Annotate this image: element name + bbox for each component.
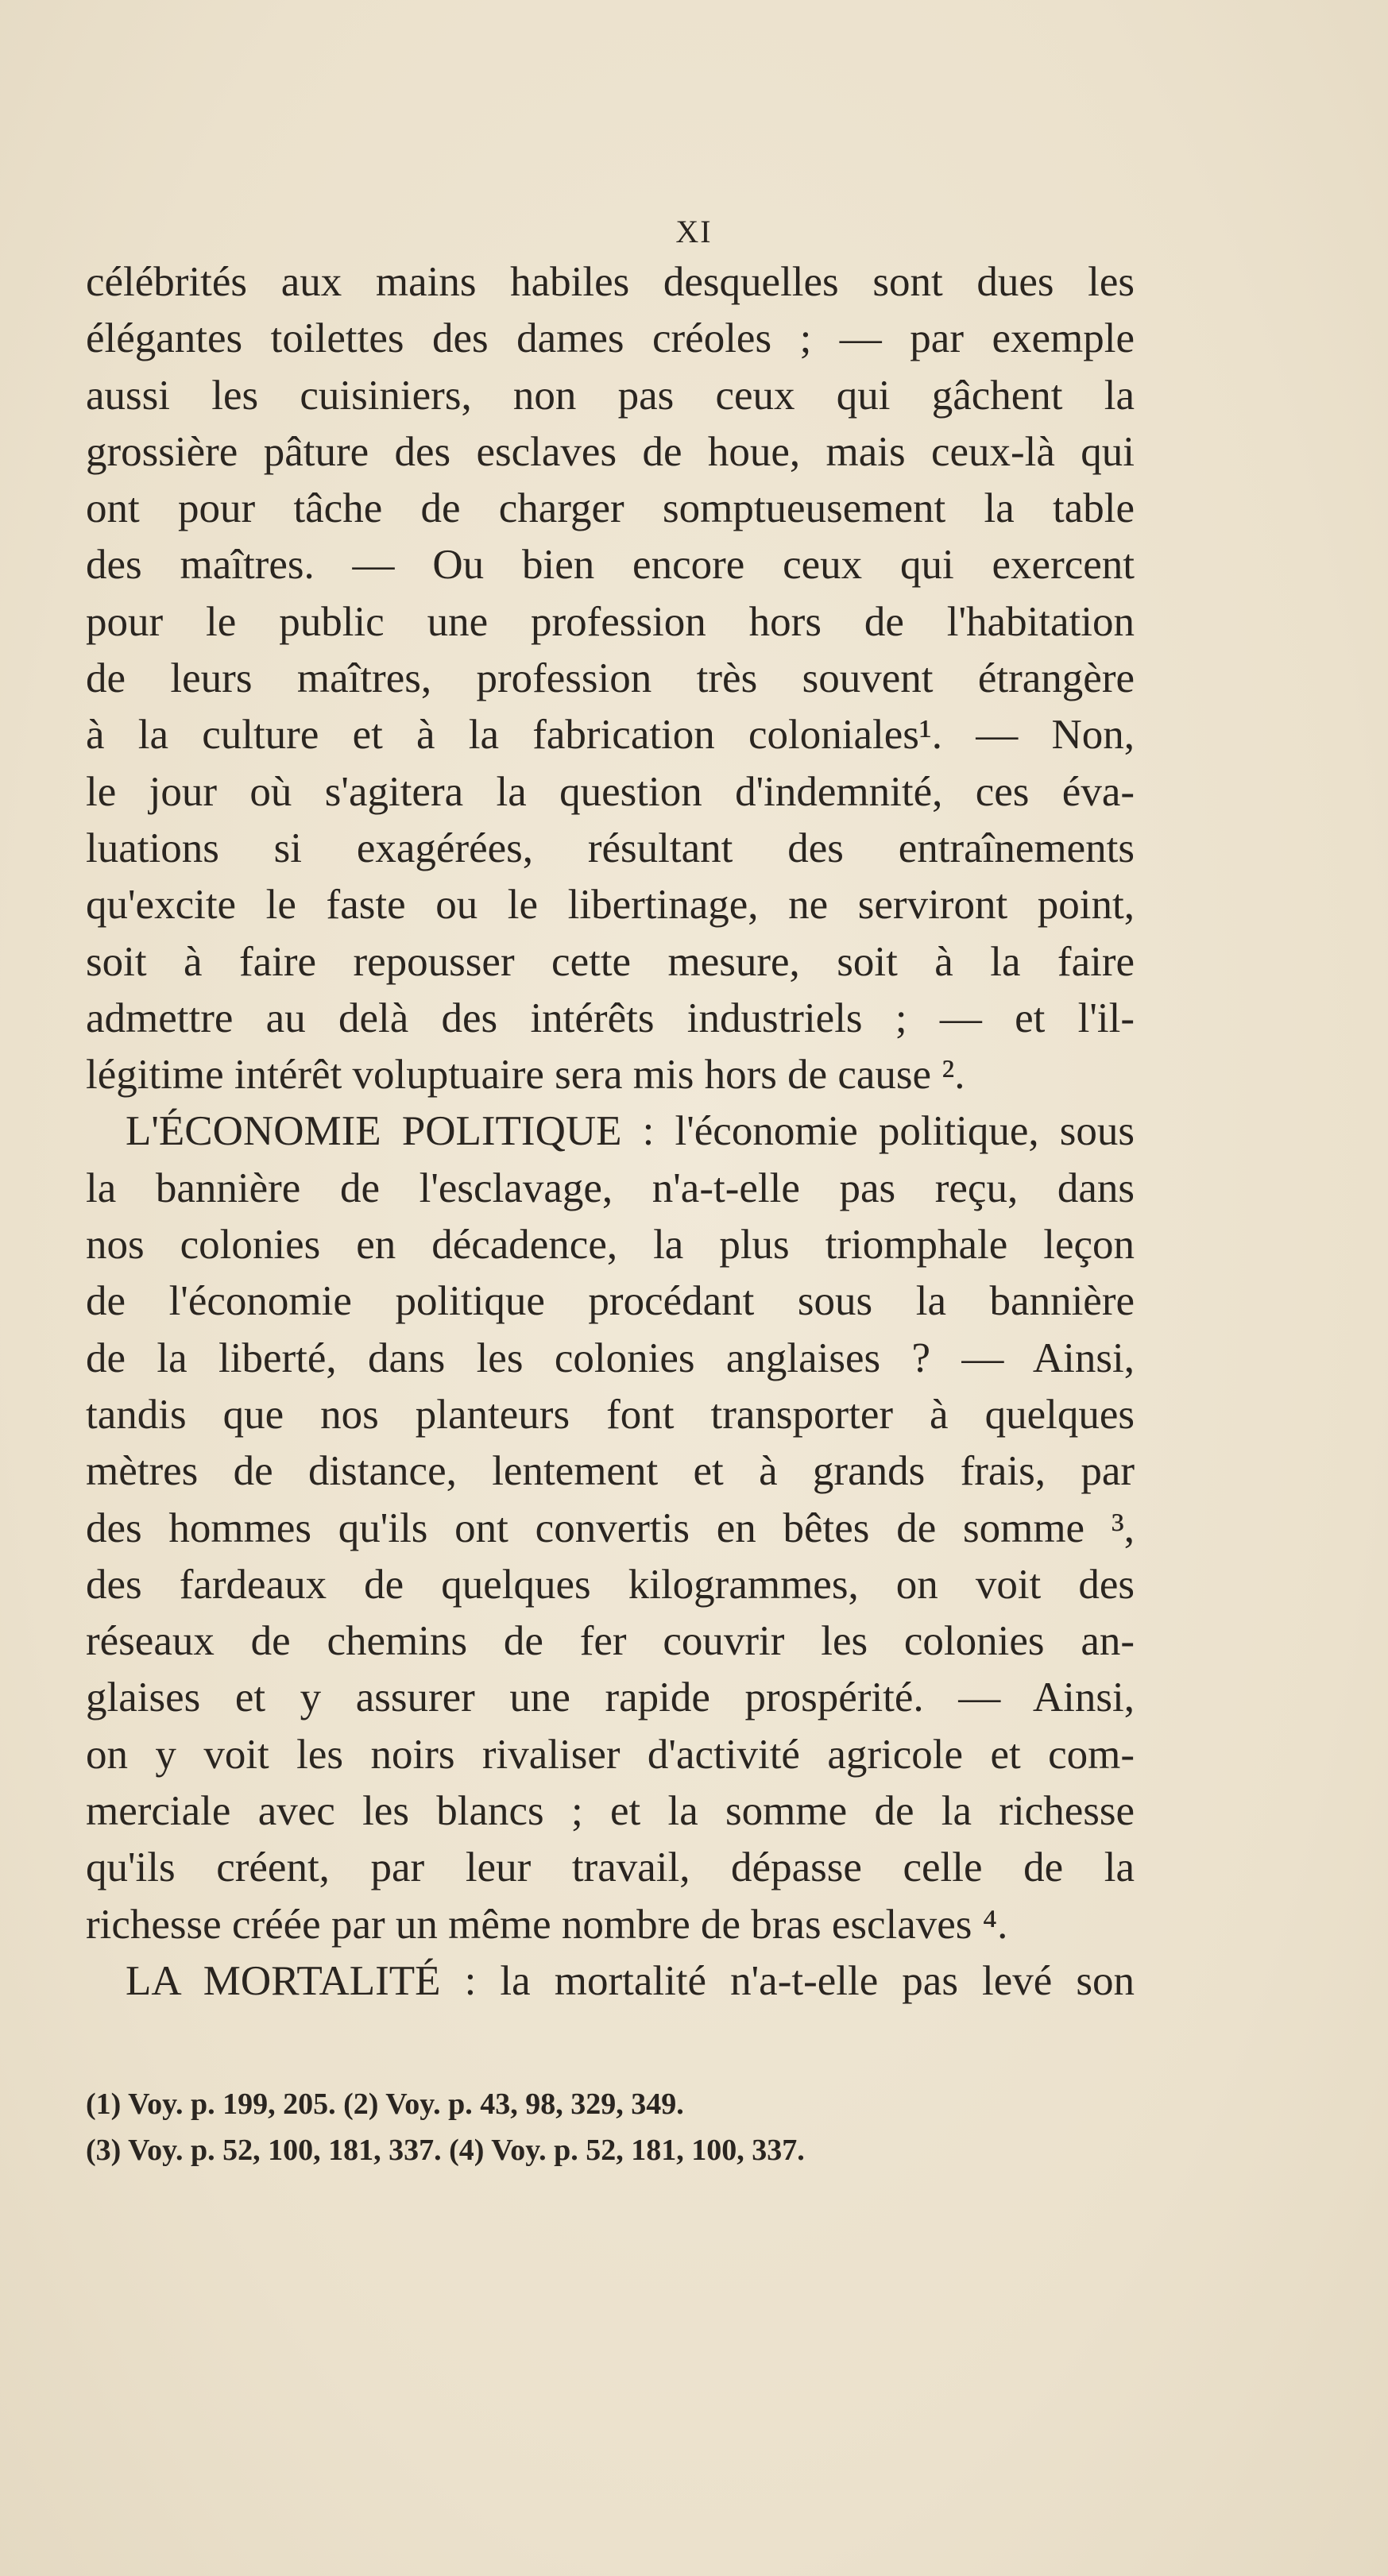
section-heading-line: L'ÉCONOMIE POLITIQUE : l'économie politique, sous xyxy=(126,1108,1135,1155)
text-line: admettre au delà des intérêts industriels ; — et l'il- xyxy=(86,994,1135,1041)
text-line: glaises et y assurer une rapide prospérité. — Ainsi, xyxy=(86,1674,1135,1721)
text-line: la bannière de l'esclavage, n'a-t-elle pas reçu, dans xyxy=(86,1164,1135,1211)
text-line: on y voit les noirs rivaliser d'activité agricole et com- xyxy=(86,1731,1135,1778)
text-line: ont pour tâche de charger somptueusement la table xyxy=(86,485,1135,532)
text-line: soit à faire repousser cette mesure, soit à la faire xyxy=(86,938,1135,985)
text-line: de l'économie politique procédant sous la bannière xyxy=(86,1278,1135,1325)
text-line: qu'ils créent, par leur travail, dépasse celle de la xyxy=(86,1844,1135,1891)
body-text xyxy=(86,254,1135,2010)
section-heading-line: LA MORTALITÉ : la mortalité n'a-t-elle pas levé son xyxy=(126,1957,1135,2004)
text-line: mètres de distance, lentement et à grands frais, par xyxy=(86,1448,1135,1495)
text-line: des fardeaux de quelques kilogrammes, on voit des xyxy=(86,1561,1135,1608)
footnote-line: (1) Voy. p. 199, 205. (2) Voy. p. 43, 98, 329, 349. xyxy=(86,2087,684,2121)
text-line: à la culture et à la fabrication coloniales¹. — Non, xyxy=(86,712,1135,759)
text-line: aussi les cuisiniers, non pas ceux qui gâchent la xyxy=(86,372,1135,419)
text-line: merciale avec les blancs ; et la somme de la richesse xyxy=(86,1788,1135,1835)
text-line: richesse créée par un même nombre de bras esclaves ⁴. xyxy=(86,1901,1008,1948)
text-line: de la liberté, dans les colonies anglaises ? — Ainsi, xyxy=(86,1334,1135,1381)
text-line: élégantes toilettes des dames créoles ; — par exemple xyxy=(86,315,1135,362)
text-line: pour le public une profession hors de l'habitation xyxy=(86,598,1135,645)
footnotes xyxy=(86,2081,1135,2173)
text-line: nos colonies en décadence, la plus triomphale leçon xyxy=(86,1222,1135,1269)
text-line: grossière pâture des esclaves de houe, mais ceux-là qui xyxy=(86,428,1135,475)
text-line: des maîtres. — Ou bien encore ceux qui exercent xyxy=(86,542,1135,589)
text-line: tandis que nos planteurs font transporter à quelques xyxy=(86,1391,1135,1438)
text-line: réseaux de chemins de fer couvrir les colonies an- xyxy=(86,1618,1135,1665)
footnote-line: (3) Voy. p. 52, 100, 181, 337. (4) Voy. p. 52, 181, 100, 337. xyxy=(86,2134,805,2167)
text-line: le jour où s'agitera la question d'indemnité, ces éva- xyxy=(86,768,1135,815)
text-line: qu'excite le faste ou le libertinage, ne serviront point, xyxy=(86,882,1135,929)
page-number: XI xyxy=(675,214,713,249)
text-line: de leurs maîtres, profession très souvent étrangère xyxy=(86,655,1135,702)
text-line: légitime intérêt voluptuaire sera mis hors de cause ². xyxy=(86,1052,965,1099)
text-line: des hommes qu'ils ont convertis en bêtes de somme ³, xyxy=(86,1504,1135,1551)
text-line: luations si exagérées, résultant des entraînements xyxy=(86,825,1135,871)
text-line: célébrités aux mains habiles desquelles sont dues les xyxy=(86,259,1135,305)
